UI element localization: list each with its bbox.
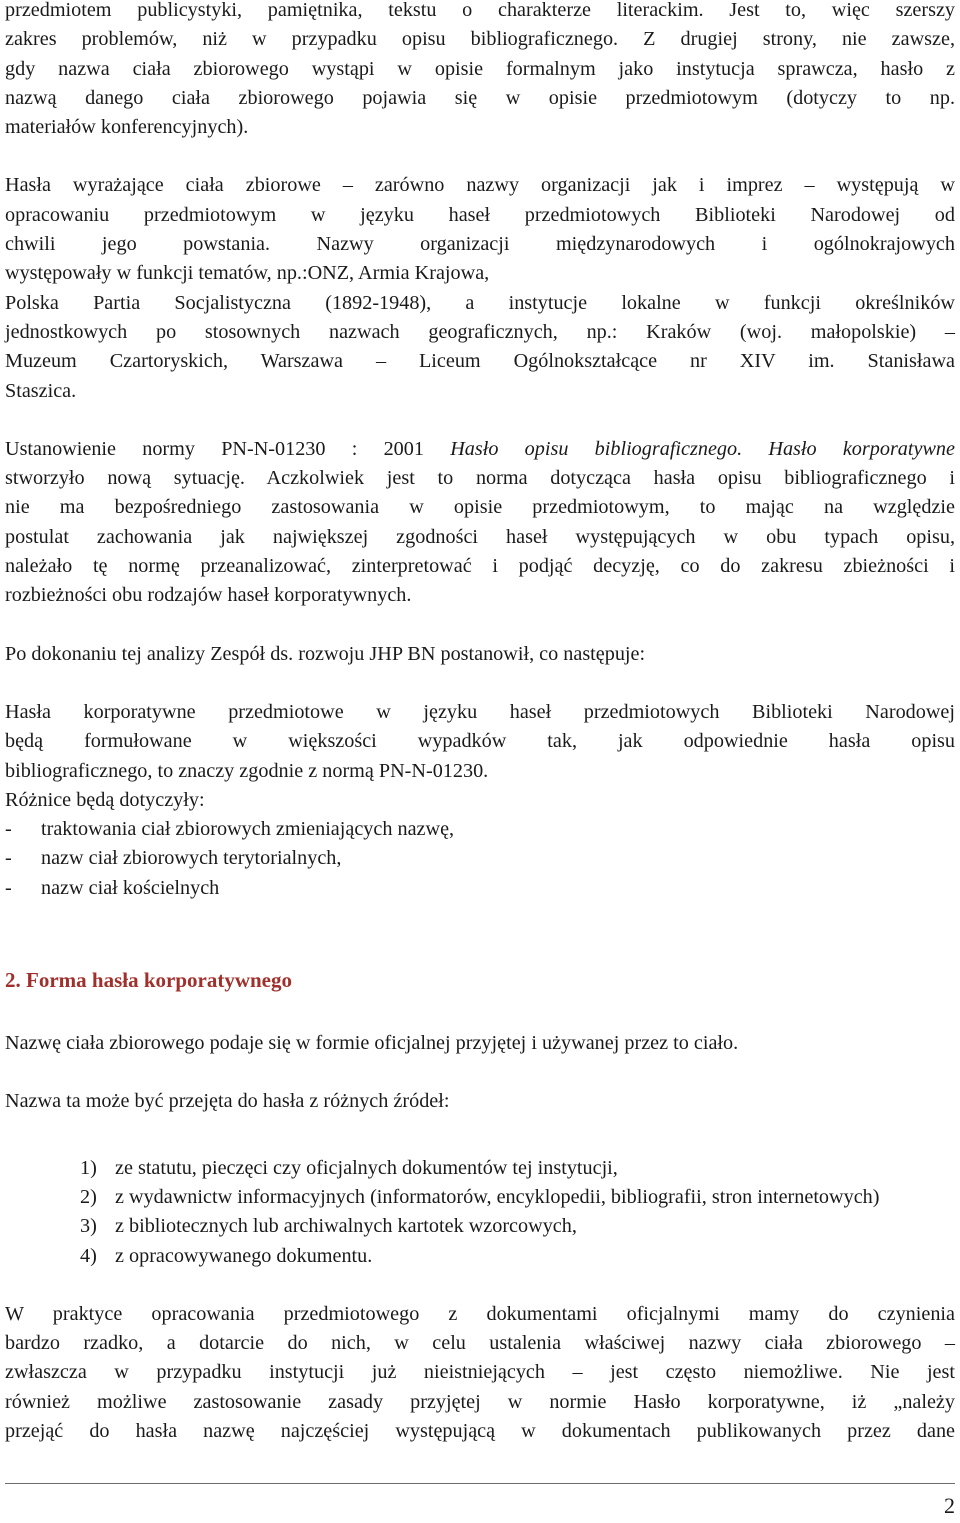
list-item: [5, 1154, 955, 1183]
text-line: nie ma bezpośredniego zastosowania w opisie przedmiotowym, to mając na względzie: [5, 496, 955, 519]
text-line: Różnice będą dotyczyły:: [5, 788, 205, 811]
text-line: zwłaszcza w przypadku instytucji już nieistniejących – jest często niemożliwe. Nie jest: [5, 1361, 955, 1384]
paragraph-official-name: Nazwę ciała zbiorowego podaje się w formie oficjalnej przyjętej i używanej przez to ciało.: [5, 1032, 739, 1055]
sources-list: [5, 1154, 955, 1271]
paragraph-practice: [5, 1300, 955, 1446]
text-line: chwili jego powstania. Nazwy organizacji międzynarodowych i ogólnokrajowych: [5, 233, 955, 256]
list-item: [5, 1183, 955, 1212]
list-item: [5, 874, 955, 903]
list-number: 4): [80, 1244, 97, 1267]
text-line: występowały w funkcji tematów, np.:ONZ, Armia Krajowa,: [5, 262, 490, 285]
text-line: gdy nazwa ciała zbiorowego wystąpi w opisie formalnym jako instytucja sprawcza, hasło z: [5, 57, 955, 80]
paragraph-continuation: [5, 0, 955, 142]
text-line: nazwą danego ciała zbiorowego pojawia się w opisie przedmiotowym (dotyczy to np.: [5, 86, 955, 109]
list-number: 1): [80, 1156, 97, 1179]
differences-list: [5, 815, 955, 903]
list-item-text: z bibliotecznych lub archiwalnych kartotek wzorcowych,: [115, 1215, 577, 1238]
text-line: przejąć do hasła nazwę najczęściej występującą w dokumentach publikowanych przez dane: [5, 1419, 955, 1442]
text-line: W praktyce opracowania przedmiotowego z dokumentami oficjalnymi mamy do czynienia: [5, 1302, 955, 1325]
list-item: [5, 815, 955, 844]
list-number: 2): [80, 1185, 97, 1208]
dash-bullet: -: [5, 818, 12, 841]
page-number: 2: [944, 1493, 955, 1518]
text-line: Hasła korporatywne przedmiotowe w języku haseł przedmiotowych Biblioteki Narodowej: [5, 700, 955, 723]
list-number: 3): [80, 1215, 97, 1238]
list-item: [5, 844, 955, 873]
text-line: zakres problemów, niż w przypadku opisu bibliograficznego. Z drugiej strony, nie zawsze,: [5, 28, 955, 51]
paragraph-norm: [5, 435, 955, 611]
text-line: [5, 435, 955, 464]
norm-reference: Ustanowienie normy PN-N-01230 : 2001: [5, 437, 451, 460]
text-line: postulat zachowania jak największej zgodności haseł występujących w obu typach opisu,: [5, 525, 955, 548]
text-line: bardzo rzadko, a dotarcie do nich, w celu ustalenia właściwej nazwy ciała zbiorowego –: [5, 1332, 955, 1355]
footer-divider: [5, 1483, 955, 1484]
text-line: Staszica.: [5, 379, 77, 402]
document-page: [5, 0, 955, 1446]
text-line: stworzyło nową sytuację. Aczkolwiek jest to norma dotycząca hasła opisu bibliograficznego i: [5, 467, 955, 490]
text-line: jednostkowych po stosownych nazwach geograficznych, np.: Kraków (woj. małopolskie) –: [5, 320, 955, 343]
list-item-text: traktowania ciał zbiorowych zmieniających nazwę,: [41, 818, 455, 841]
list-item-text: z opracowywanego dokumentu.: [115, 1244, 373, 1267]
list-item-text: nazw ciał zbiorowych terytorialnych,: [41, 847, 342, 870]
norm-title: Hasło opisu bibliograficznego. Hasło korporatywne: [450, 437, 955, 460]
list-item-text: ze statutu, pieczęci czy oficjalnych dokumentów tej instytucji,: [115, 1156, 618, 1179]
list-item-text: nazw ciał kościelnych: [41, 876, 220, 899]
paragraph-sources-intro: Nazwa ta może być przejęta do hasła z różnych źródeł:: [5, 1090, 450, 1113]
text-line: Muzeum Czartoryskich, Warszawa – Liceum Ogólnokształcące nr XIV im. Stanisława: [5, 350, 955, 373]
text-line: materiałów konferencyjnych).: [5, 116, 249, 139]
text-line: opracowaniu przedmiotowym w języku haseł przedmiotowych Biblioteki Narodowej od: [5, 203, 955, 226]
text-line: Hasła wyrażające ciała zbiorowe – zarówno nazwy organizacji jak i imprez – występują w: [5, 174, 955, 197]
section-heading: 2. Forma hasła korporatywnego: [5, 968, 292, 993]
paragraph-formulation: [5, 698, 955, 815]
list-item: [5, 1212, 955, 1241]
list-item-text: z wydawnictw informacyjnych (informatorów, encyklopedii, bibliografii, stron internetowych): [115, 1185, 880, 1208]
text-line: również możliwe zastosowanie zasady przyjętej w normie Hasło korporatywne, iż „należy: [5, 1390, 955, 1413]
text-line: Polska Partia Socjalistyczna (1892-1948), a instytucje lokalne w funkcji określników: [5, 291, 955, 314]
dash-bullet: -: [5, 876, 12, 899]
text-line: przedmiotem publicystyki, pamiętnika, tekstu o charakterze literackim. Jest to, więc szerszy: [5, 0, 955, 21]
text-line: będą formułowane w większości wypadków tak, jak odpowiednie hasła opisu: [5, 730, 955, 753]
list-item: [5, 1242, 955, 1271]
paragraph-decision: Po dokonaniu tej analizy Zespół ds. rozwoju JHP BN postanowił, co następuje:: [5, 642, 646, 665]
dash-bullet: -: [5, 847, 12, 870]
text-line: bibliograficznego, to znaczy zgodnie z normą PN-N-01230.: [5, 759, 489, 782]
text-line: rozbieżności obu rodzajów haseł korporatywnych.: [5, 584, 412, 607]
paragraph-corporate-headings: [5, 171, 955, 405]
text-line: należało tę normę przeanalizować, zinterpretować i podjąć decyzję, co do zakresu zbieżności i: [5, 555, 955, 578]
